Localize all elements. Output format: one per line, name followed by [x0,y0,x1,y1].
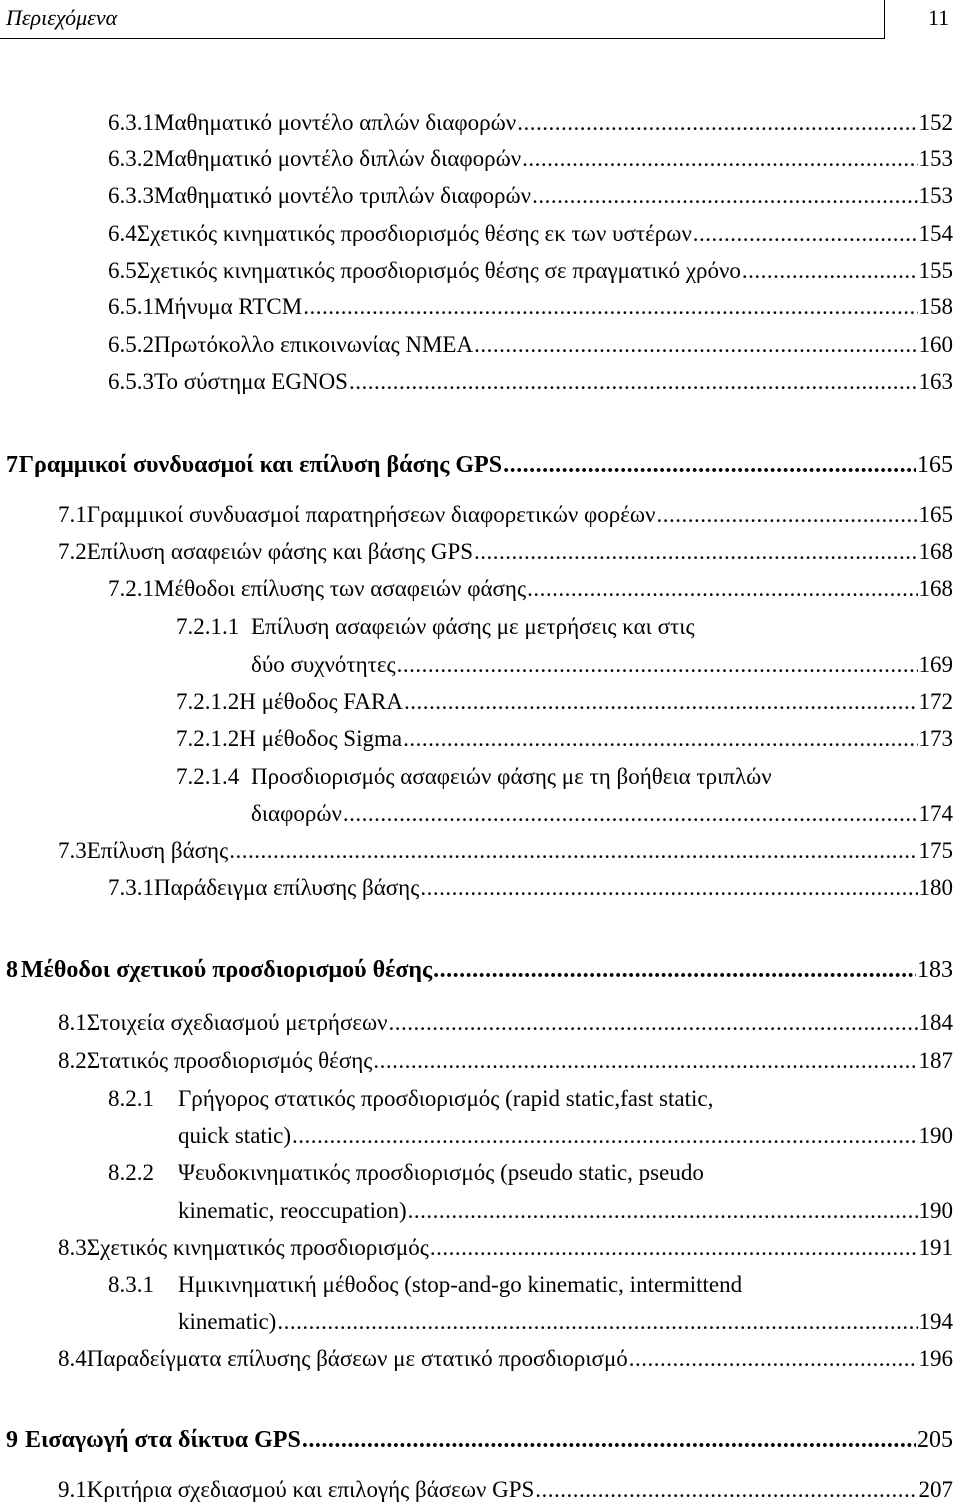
toc-entry-page: 175 [918,838,953,863]
dot-leader [229,836,917,866]
toc-entry[interactable] [58,1344,953,1374]
toc-entry-page: 207 [918,1477,953,1502]
toc-entry-title: Πρωτόκολλο επικοινωνίας NMEA [154,332,474,357]
dot-leader [397,650,918,680]
toc-entry-first-line[interactable] [176,612,695,642]
toc-entry-title: Γραμμικοί συνδυασμοί παρατηρήσεων διαφορετικών φορέων [86,502,656,527]
dot-leader [693,219,918,249]
toc-entry-page: 180 [918,875,953,900]
toc-chapter-entry[interactable] [6,1425,953,1455]
toc-entry[interactable] [58,1046,953,1076]
dot-leader [404,687,918,717]
toc-entry-first-line[interactable] [108,1084,713,1114]
toc-entry[interactable] [178,1196,953,1226]
dot-leader [403,724,917,754]
toc-entry[interactable] [108,574,953,604]
toc-entry-number: 6.3.3 [108,183,154,208]
toc-entry-title: Γραμμικοί συνδυασμοί και επίλυση βάσης GPS [18,452,503,478]
toc-entry-first-line[interactable] [108,1270,742,1300]
toc-entry-number: 9 [6,1427,18,1453]
toc-entry-number: 7.2.1.2 [176,726,240,751]
toc-entry-page: 183 [917,957,953,983]
toc-entry-title: Ημικινηματική μέθοδος (stop-and-go kinematic, intermittend [178,1272,743,1297]
toc-entry[interactable] [108,181,953,211]
toc-entry-title: Γρήγορος στατικός προσδιορισμός (rapid static,fast static, [178,1086,714,1111]
toc-entry-title: Παραδείγματα επίλυσης βάσεων με στατικό προσδιορισμό [86,1346,628,1371]
toc-entry-first-line[interactable] [176,762,772,792]
dot-leader [517,108,917,138]
dot-leader [527,574,917,604]
toc-entry[interactable] [176,724,953,754]
toc-entry-title: Στοιχεία σχεδιασμού μετρήσεων [86,1010,388,1035]
toc-entry[interactable] [108,256,953,286]
toc-entry-number: 7.2.1.4 [176,764,240,789]
toc-entry-number: 7.2.1 [108,576,154,601]
toc-entry-number: 8.3 [58,1235,87,1260]
toc-entry-page: 168 [918,539,953,564]
header-rule [0,38,884,39]
toc-entry[interactable] [251,650,953,680]
toc-entry-number: 8.1 [58,1010,87,1035]
toc-entry-page: 194 [918,1309,953,1334]
toc-entry-page: 153 [918,146,953,171]
dot-leader [430,1233,918,1263]
toc-entry-number: 8.4 [58,1346,87,1371]
dot-leader [373,1046,917,1076]
toc-entry-number: 6.3.1 [108,110,154,135]
toc-entry[interactable] [58,537,953,567]
toc-entry-title: Μαθηματικό μοντέλο απλών διαφορών [154,110,517,135]
toc-entry-page: 174 [918,801,953,826]
toc-entry-title: Παράδειγμα επίλυσης βάσης [154,875,420,900]
toc-entry-title: Μαθηματικό μοντέλο διπλών διαφορών [154,146,522,171]
toc-entry[interactable] [58,836,953,866]
toc-entry-title: Μήνυμα RTCM [154,294,303,319]
dot-leader [420,873,917,903]
toc-entry[interactable] [108,108,953,138]
toc-entry-number: 6.5.2 [108,332,154,357]
toc-entry-number: 6.3.2 [108,146,154,171]
toc-entry-number: 8 [6,957,18,983]
toc-entry-number: 8.2 [58,1048,87,1073]
dot-leader [656,500,917,530]
toc-entry-page: 169 [918,652,953,677]
toc-entry-page: 190 [918,1198,953,1223]
toc-entry[interactable] [108,144,953,174]
toc-entry-number: 7 [6,452,18,478]
toc-entry[interactable] [176,687,953,717]
dot-leader [349,367,918,397]
header-page-number: 11 [928,5,950,30]
toc-entry-title: Στατικός προσδιορισμός θέσης [86,1048,373,1073]
toc-entry-page: 165 [917,452,953,478]
toc-entry-number: 7.2.1.1 [176,614,240,639]
toc-entry-page: 152 [918,110,953,135]
dot-leader [474,330,917,360]
header-vertical-rule [884,0,885,39]
toc-entry-number: 6.5 [108,258,137,283]
toc-entry-page: 191 [918,1235,953,1260]
toc-entry[interactable] [108,367,953,397]
dot-leader [303,292,917,322]
toc-entry-title: Σχετικός κινηματικός προσδιορισμός θέσης σε πραγματικό χρόνο [136,258,741,283]
dot-leader [277,1307,917,1337]
toc-entry-page: 196 [918,1346,953,1371]
toc-entry-page: 158 [918,294,953,319]
toc-entry-page: 153 [918,183,953,208]
toc-entry[interactable] [178,1307,953,1337]
toc-entry-page: 173 [918,726,953,751]
toc-entry-page: 168 [918,576,953,601]
dot-leader [522,144,917,174]
toc-entry-number: 9.1 [58,1477,87,1502]
dot-leader [535,1475,917,1505]
toc-entry[interactable] [108,292,953,322]
toc-entry[interactable] [251,799,953,829]
toc-entry-number: 7.1 [58,502,87,527]
toc-entry-title: Το σύστημα EGNOS [154,369,348,394]
toc-entry-title-continuation: quick static) [178,1123,292,1148]
toc-entry-title: Προσδιορισμός ασαφειών φάσης με τη βοήθεια τριπλών [251,764,772,789]
dot-leader [503,450,916,480]
toc-entry-title: Ψευδοκινηματικός προσδιορισμός (pseudo static, pseudo [178,1160,704,1185]
dot-leader [389,1008,918,1038]
toc-entry-first-line[interactable] [108,1158,704,1188]
toc-entry-number: 8.2.2 [108,1160,154,1185]
dot-leader [292,1121,917,1151]
toc-entry[interactable] [58,1008,953,1038]
toc-entry-title: Μαθηματικό μοντέλο τριπλών διαφορών [154,183,532,208]
toc-entry-page: 205 [917,1427,953,1453]
toc-entry[interactable] [58,500,953,530]
dot-leader [408,1196,918,1226]
toc-entry[interactable] [108,873,953,903]
toc-entry-number: 6.4 [108,221,137,246]
toc-entry-title: Επίλυση ασαφειών φάσης με μετρήσεις και στις [251,614,695,639]
toc-entry-title: Σχετικός κινηματικός προσδιορισμός θέσης εκ των υστέρων [136,221,692,246]
toc-entry-title-continuation: kinematic) [178,1309,277,1334]
toc-chapter-entry[interactable] [6,450,953,480]
toc-entry-number: 7.3 [58,838,87,863]
toc-entry-page: 160 [918,332,953,357]
toc-entry-title: Η μέθοδος FARA [239,689,403,714]
toc-entry-page: 163 [918,369,953,394]
toc-entry-title-continuation: διαφορών [251,801,342,826]
toc-entry-number: 8.3.1 [108,1272,154,1297]
toc-entry-number: 7.3.1 [108,875,154,900]
toc-entry[interactable] [58,1233,953,1263]
dot-leader [629,1344,918,1374]
toc-entry-title: Η μέθοδος Sigma [239,726,403,751]
toc-entry[interactable] [58,1475,953,1505]
toc-entry-number: 8.2.1 [108,1086,154,1111]
toc-entry-title: Επίλυση ασαφειών φάσης και βάσης GPS [86,539,474,564]
toc-entry-page: 172 [918,689,953,714]
toc-entry-title-continuation: δύο συχνότητες [251,652,396,677]
dot-leader [742,256,918,286]
toc-entry-title: Μέθοδοι σχετικού προσδιορισμού θέσης [20,957,433,983]
toc-entry-number: 7.2 [58,539,87,564]
toc-entry-number: 6.5.3 [108,369,154,394]
dot-leader [302,1425,916,1455]
toc-entry-page: 155 [918,258,953,283]
toc-entry[interactable] [108,219,953,249]
toc-entry-page: 154 [918,221,953,246]
toc-entry-title: Μέθοδοι επίλυσης των ασαφειών φάσης [154,576,527,601]
toc-entry-title: Κριτήρια σχεδιασμού και επιλογής βάσεων GPS [86,1477,535,1502]
dot-leader [474,537,917,567]
toc-entry-title-continuation: kinematic, reoccupation) [178,1198,407,1223]
toc-entry-page: 187 [918,1048,953,1073]
toc-entry[interactable] [108,330,953,360]
toc-entry-title: Εισαγωγή στα δίκτυα GPS [24,1427,301,1453]
dot-leader [343,799,918,829]
header-title: Περιεχόμενα [6,5,118,30]
toc-entry-number: 6.5.1 [108,294,154,319]
toc-entry-page: 184 [918,1010,953,1035]
dot-leader [532,181,917,211]
toc-entry-title: Σχετικός κινηματικός προσδιορισμός [86,1235,429,1260]
toc-entry-page: 190 [918,1123,953,1148]
toc-entry-number: 7.2.1.2 [176,689,240,714]
dot-leader [433,955,916,985]
toc-entry[interactable] [178,1121,953,1151]
toc-entry-page: 165 [918,502,953,527]
toc-chapter-entry[interactable] [6,955,953,985]
toc-entry-title: Επίλυση βάσης [86,838,229,863]
